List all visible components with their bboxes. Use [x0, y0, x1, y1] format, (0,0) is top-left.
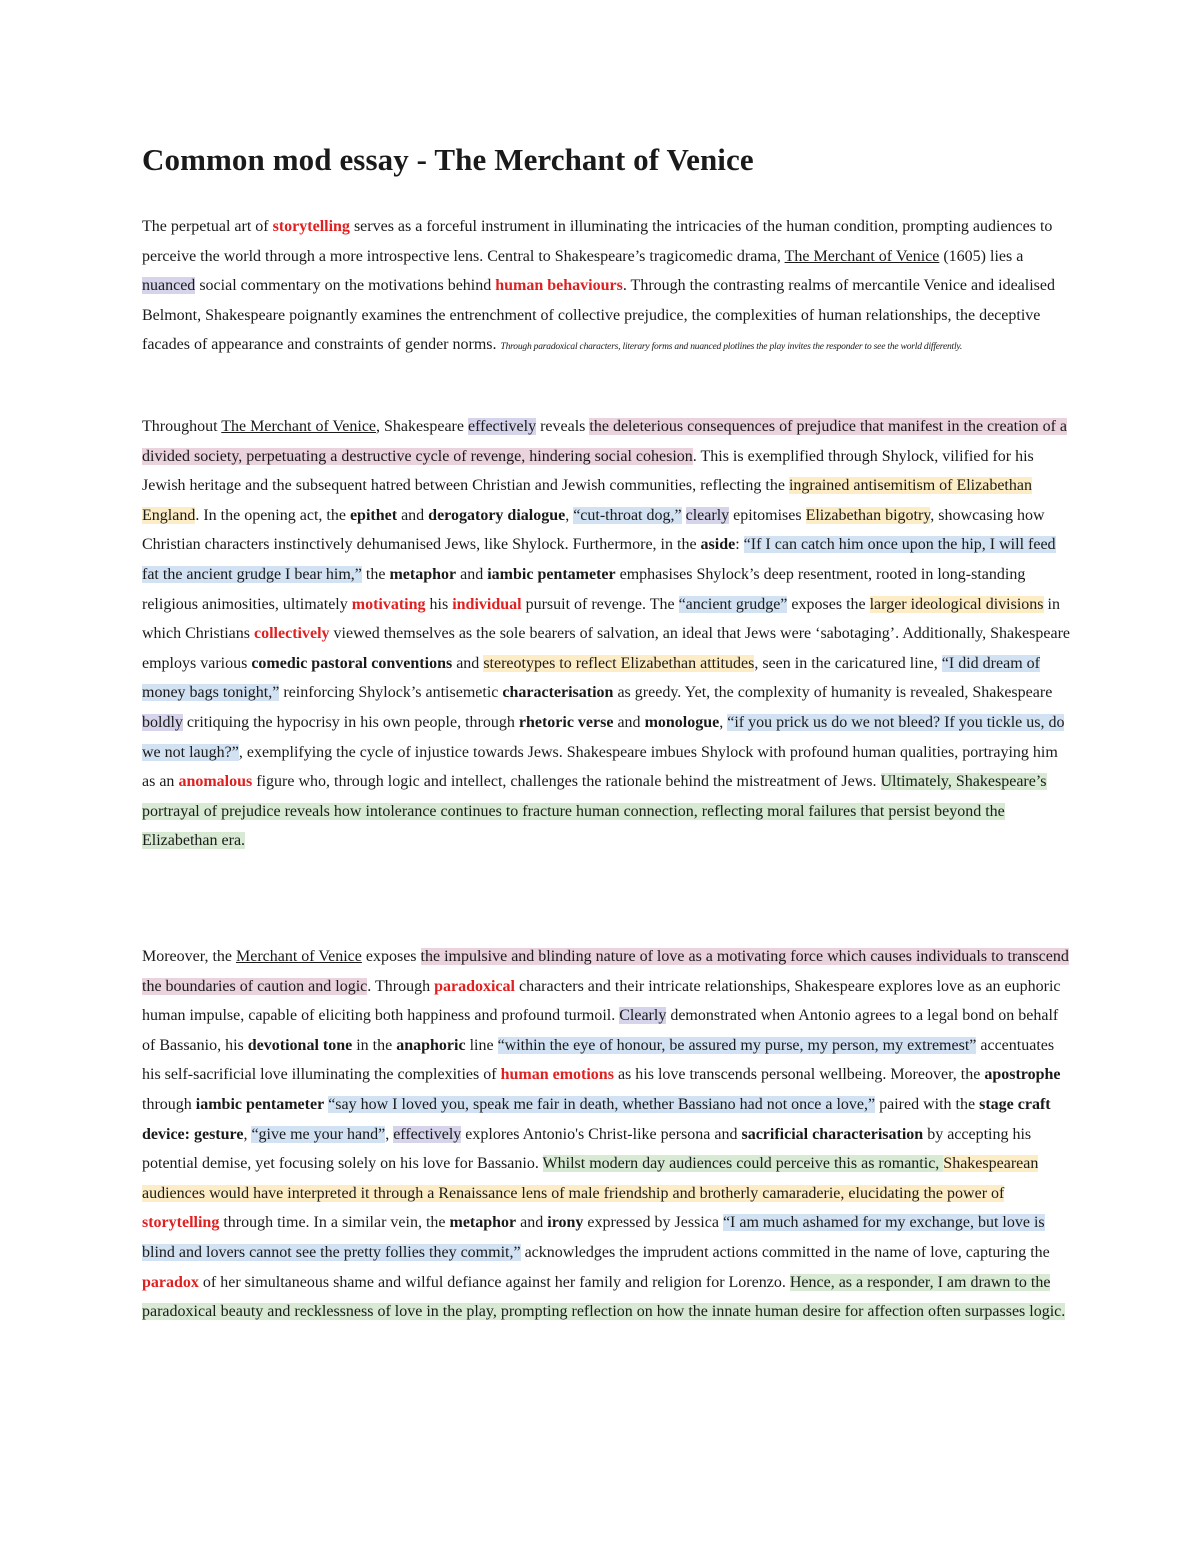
text-segment-b: monologue — [644, 713, 720, 731]
text-segment-plain: , seen in the caricatured line, — [754, 654, 942, 672]
text-segment-plain: line — [465, 1036, 498, 1054]
text-segment-plain: Throughout — [142, 418, 222, 435]
text-segment-highlight-green: Whilst modern day audiences could perceive this as romantic, — [542, 1155, 944, 1173]
text-segment-plain: social commentary on the motivations behind — [195, 277, 496, 295]
text-segment-b: apostrophe — [984, 1066, 1061, 1084]
text-segment-plain: , — [243, 1125, 252, 1143]
text-segment-plain: in the — [352, 1036, 397, 1054]
text-segment-plain: critiquing the hypocrisy in his own people, through — [182, 713, 519, 731]
text-segment-red: human emotions — [500, 1066, 614, 1084]
text-segment-b: aside — [700, 536, 736, 554]
text-segment-highlight-yellow: Shakespearean audiences would have interpreted it through a Renaissance lens of male friendship and brotherly camaraderie, elucidating the power of — [142, 1155, 1039, 1202]
text-segment-highlight-yellow: ingrained antisemitism of Elizabethan England — [142, 477, 1032, 524]
document-title: Common mod essay - The Merchant of Venice — [142, 142, 754, 177]
text-segment-plain: by accepting his potential demise, yet focusing solely on his love for Bassanio. — [142, 1125, 1032, 1173]
text-segment-b: iambic pentameter — [487, 565, 616, 583]
text-segment-highlight-blue: “If I can catch him once upon the hip, I will feed fat the ancient grudge I bear him,” — [142, 536, 1056, 583]
text-segment-highlight-purple: clearly — [685, 506, 730, 524]
text-segment-red: anomalous — [178, 773, 253, 791]
text-segment-highlight-blue: “cut-throat dog,” — [573, 506, 682, 524]
text-segment-b: irony — [547, 1214, 584, 1232]
text-segment-b: devotional tone — [247, 1036, 353, 1054]
text-segment-plain: . Through — [367, 977, 435, 995]
text-segment-plain: expressed by Jessica — [583, 1214, 723, 1232]
text-segment-red: collectively — [254, 625, 330, 643]
text-segment-b: stage craft device: gesture — [142, 1095, 1051, 1143]
text-segment-plain: , — [385, 1125, 394, 1143]
text-segment-u: The Merchant of Venice — [221, 418, 377, 435]
text-segment-plain: and — [456, 565, 488, 583]
text-segment-plain: Moreover, the — [142, 948, 236, 965]
text-segment-highlight-purple: effectively — [467, 418, 537, 435]
text-segment-b: epithet — [349, 506, 398, 524]
text-segment-b: metaphor — [389, 565, 457, 583]
paragraph-introduction — [142, 212, 1072, 363]
text-segment-plain: reveals — [536, 418, 590, 435]
text-segment-plain: through — [142, 1095, 196, 1113]
text-segment-plain: and — [397, 506, 429, 524]
text-segment-plain: figure who, through logic and intellect, challenges the rationale behind the mistreatment of Jews. — [252, 773, 881, 791]
text-segment-highlight-green: Ultimately, Shakespeare’s portrayal of prejudice reveals how intolerance continues to fracture human connection, reflecting moral failures that persist beyond the Elizabethan era. — [142, 773, 1047, 850]
text-segment-red: individual — [452, 595, 522, 613]
text-segment-highlight-yellow: larger ideological divisions — [869, 595, 1044, 613]
text-segment-plain: . This is exemplified through Shylock, vilified for his Jewish heritage and the subsequent hatred between Christian and Jewish communities, reflecting the — [142, 447, 1034, 495]
text-segment-plain: exposes — [361, 948, 421, 965]
text-segment-plain: of her simultaneous shame and wilful defiance against her family and religion for Lorenzo. — [198, 1273, 790, 1291]
text-segment-highlight-blue: “I am much ashamed for my exchange, but love is blind and lovers cannot see the pretty follies they commit,” — [142, 1214, 1045, 1261]
text-segment-plain: as his love transcends personal wellbeing. Moreover, the — [613, 1066, 985, 1084]
text-segment-plain: through time. In a similar vein, the — [219, 1214, 450, 1232]
text-segment-plain: , — [719, 713, 728, 731]
text-segment-plain: emphasises Shylock’s deep resentment, rooted in long-standing religious animosities, ultimately — [142, 565, 1026, 613]
text-segment-highlight-purple: Clearly — [619, 1007, 667, 1025]
text-segment-plain: (1605) lies a — [939, 247, 1024, 265]
text-segment-plain: and — [613, 713, 645, 731]
text-segment-red: motivating — [351, 595, 426, 613]
text-segment-b: sacrificial characterisation — [741, 1125, 924, 1143]
text-segment-red: paradoxical — [434, 977, 515, 995]
text-segment-highlight-yellow: stereotypes to reflect Elizabethan attitudes — [483, 654, 755, 672]
text-segment-highlight-pink: the impulsive and blinding nature of love as a motivating force which causes individuals to transcend the boundaries of caution and logic — [142, 948, 1069, 995]
text-segment-b: derogatory dialogue — [428, 506, 566, 524]
text-segment-red: paradox — [142, 1273, 199, 1291]
text-segment-plain: . In the opening act, the — [195, 506, 350, 524]
text-segment-b: metaphor — [449, 1214, 517, 1232]
text-segment-highlight-purple: effectively — [393, 1125, 462, 1143]
text-segment-highlight-blue: “give me your hand” — [251, 1125, 386, 1143]
text-segment-plain: , Shakespeare — [376, 418, 468, 435]
text-segment-b: anaphoric — [396, 1036, 466, 1054]
text-segment-highlight-blue: “say how I loved you, speak me fair in death, whether Bassiano had not once a love,” — [328, 1095, 876, 1113]
text-segment-plain: his — [425, 595, 453, 613]
text-segment-plain: acknowledges the imprudent actions committed in the name of love, capturing the — [520, 1243, 1050, 1261]
text-segment-plain: pursuit of revenge. The — [521, 595, 679, 613]
text-segment-plain: , exemplifying the cycle of injustice towards Jews. Shakespeare imbues Shylock with profound human qualities, portraying him as an — [142, 743, 1058, 791]
text-segment-u: Merchant of Venice — [236, 948, 362, 965]
text-segment-plain: paired with the — [875, 1095, 980, 1113]
text-segment-plain: and — [452, 654, 484, 672]
text-segment-highlight-blue: “if you prick us do we not bleed? If you tickle us, do we not laugh?” — [142, 713, 1065, 761]
text-segment-plain: characters and their intricate relationships, Shakespeare explores love as an euphoric human impulse, capable of eliciting both happiness and profound turmoil. — [142, 977, 1061, 1025]
text-segment-b: characterisation — [502, 684, 614, 702]
text-segment-plain: epitomises — [729, 506, 806, 524]
text-segment-plain: demonstrated when Antonio agrees to a legal bond on behalf of Bassanio, his — [142, 1007, 1059, 1054]
text-segment-plain: The perpetual art of — [142, 218, 273, 235]
text-segment-red: storytelling — [142, 1214, 220, 1232]
text-segment-highlight-blue: “ancient grudge” — [678, 595, 788, 613]
text-segment-red: human behaviours — [495, 277, 623, 295]
paragraph-love — [142, 942, 1072, 1327]
text-segment-plain: accentuates his self-sacrificial love illuminating the complexities of — [142, 1036, 1055, 1084]
text-segment-highlight-blue: “I did dream of money bags tonight,” — [142, 654, 1040, 702]
text-segment-b: iambic pentameter — [195, 1095, 325, 1113]
text-segment-plain: . Through the contrasting realms of mercantile Venice and idealised Belmont, Shakespeare poignantly examines the entrenchment of collective prejudice, the complexities of human relationships, the deceptive facades of appearance and constraints of gender norms. — [142, 277, 1055, 354]
text-segment-red: storytelling — [272, 218, 350, 235]
text-segment-plain: explores Antonio's Christ-like persona and — [461, 1125, 742, 1143]
text-segment-highlight-yellow: Elizabethan bigotry — [805, 506, 931, 524]
text-segment-plain: , — [565, 506, 574, 524]
text-segment-plain: , showcasing how Christian characters instinctively dehumanised Jews, like Shylock. Furthermore, in the — [142, 506, 1045, 554]
paragraph-prejudice — [142, 412, 1072, 856]
text-segment-highlight-green: Hence, as a responder, I am drawn to the paradoxical beauty and recklessness of love in the play, prompting reflection on how the innate human desire for affection often surpasses logic. — [142, 1273, 1066, 1321]
text-segment-highlight-purple: boldly — [142, 713, 183, 731]
text-segment-plain — [682, 507, 686, 524]
text-segment-plain: serves as a forceful instrument in illuminating the intricacies of the human condition, prompting audiences to perceive the world through a more introspective lens. Central to Shakespeare’s tragicomedic drama, — [142, 218, 1053, 265]
text-segment-b: rhetoric verse — [518, 713, 614, 731]
text-segment-highlight-blue: “within the eye of honour, be assured my purse, my person, my extremest” — [497, 1036, 977, 1054]
text-segment-plain: and — [516, 1214, 548, 1232]
text-segment-highlight-pink: the deleterious consequences of prejudice that manifest in the creation of a divided society, perpetuating a destructive cycle of revenge, hindering social cohesion — [142, 418, 1067, 465]
text-segment-plain: : — [735, 536, 744, 554]
text-segment-plain: viewed themselves as the sole bearers of salvation, an ideal that Jews were ‘sabotaging’. Additionally, Shakespeare employs various — [142, 625, 1071, 672]
text-segment-tiny: Through paradoxical characters, literary forms and nuanced plotlines the play invites the responder to see the world differently. — [500, 342, 963, 353]
text-segment-plain: reinforcing Shylock’s antisemetic — [279, 684, 503, 702]
text-segment-highlight-purple: nuanced — [142, 277, 196, 295]
text-segment-plain: exposes the — [787, 595, 870, 613]
text-segment-u: The Merchant of Venice — [784, 247, 940, 265]
text-segment-b: comedic pastoral conventions — [251, 654, 453, 672]
text-segment-plain: the — [361, 565, 390, 583]
text-segment-plain: as greedy. Yet, the complexity of humanity is revealed, Shakespeare — [613, 684, 1053, 702]
text-segment-plain: in which Christians — [142, 595, 1060, 643]
